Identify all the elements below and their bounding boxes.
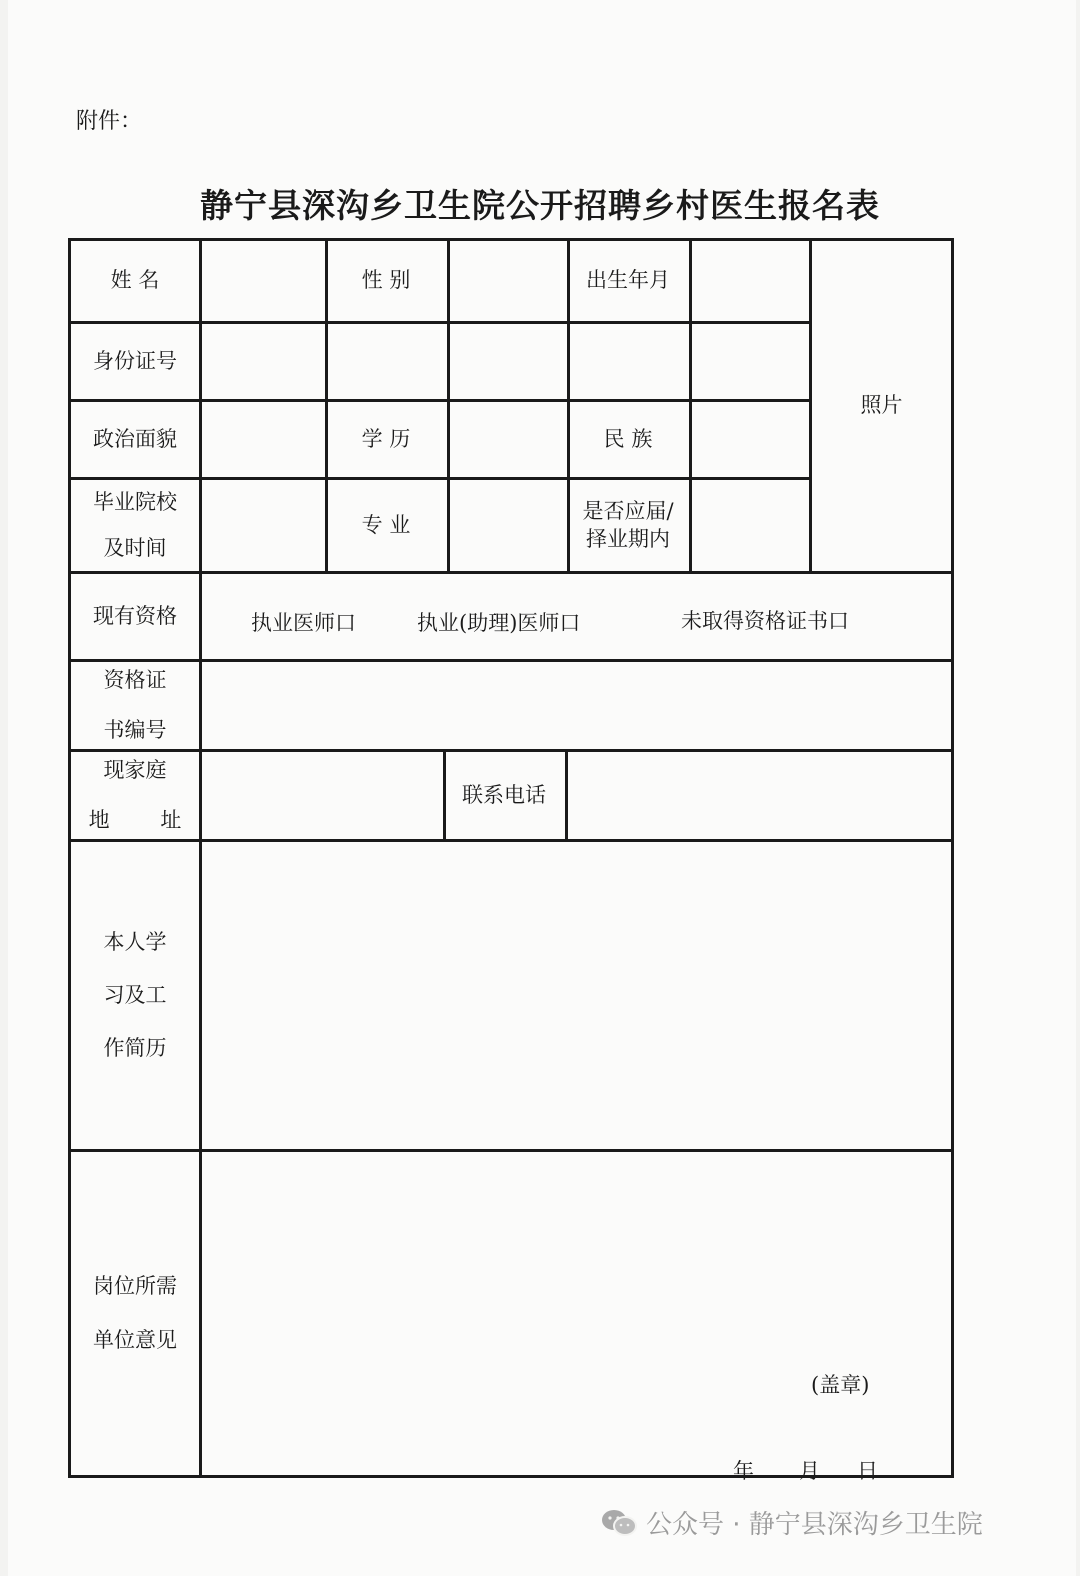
seal-label: (盖章) [811, 1373, 870, 1397]
cert-label-line: 书编号 [103, 717, 167, 742]
cert-number-field[interactable] [202, 662, 951, 749]
cert-label-line: 资格证 [103, 668, 167, 693]
resume-label-line: 本人学 [103, 929, 167, 954]
major-label: 专 业 [361, 512, 411, 537]
date-month: 月 [799, 1459, 820, 1483]
address-label-line: 现家庭 [103, 758, 167, 783]
wechat-icon [600, 1508, 638, 1538]
phone-field[interactable] [568, 752, 951, 839]
major-field[interactable] [450, 480, 567, 571]
photo-label: 照片 [860, 393, 903, 418]
ethnicity-label: 民 族 [603, 426, 653, 451]
address-label [71, 752, 204, 839]
photo-box[interactable] [812, 241, 951, 571]
annex-label: 附件： [76, 109, 143, 134]
resume-label-line: 习及工 [103, 982, 167, 1007]
gender-label: 性 别 [361, 268, 411, 293]
qual-option-assistant[interactable]: 执业(助理)医师口 [417, 611, 581, 635]
political-label: 政治面貌 [93, 426, 177, 451]
id-number-field[interactable] [202, 324, 809, 399]
address-label-line: 地 址 [88, 807, 204, 832]
opinion-label-line: 单位意见 [93, 1327, 177, 1352]
qualification-label: 现有资格 [93, 603, 177, 628]
birth-label: 出生年月 [586, 268, 670, 293]
date-day: 日 [857, 1459, 878, 1483]
form-title: 静宁县深沟乡卫生院公开招聘乡村医生报名表 [200, 186, 880, 225]
fresh-graduate-label [567, 480, 689, 571]
fresh-graduate-field[interactable] [692, 480, 809, 571]
cert-number-label [71, 662, 199, 749]
resume-label-line: 作简历 [103, 1036, 167, 1061]
gender-field[interactable] [450, 241, 567, 321]
opinion-field[interactable] [202, 1152, 951, 1475]
fresh-label-line: 是否应届/ [582, 499, 674, 524]
qual-option-physician[interactable]: 执业医师口 [251, 611, 356, 635]
political-field[interactable] [202, 402, 325, 477]
name-label: 姓 名 [110, 268, 160, 293]
registration-form [68, 238, 954, 1483]
school-label [71, 480, 199, 571]
resume-label [71, 842, 199, 1149]
id-number-label: 身份证号 [93, 348, 177, 373]
footer-text: 公众号 · 静宁县深沟乡卫生院 [646, 1510, 983, 1540]
resume-field[interactable] [202, 842, 951, 1149]
education-field[interactable] [450, 402, 567, 477]
phone-label: 联系电话 [462, 782, 546, 807]
fresh-label-line: 择业期内 [586, 526, 670, 551]
address-field[interactable] [202, 752, 443, 839]
school-label-line: 及时间 [103, 535, 167, 560]
school-label-line: 毕业院校 [93, 490, 177, 515]
school-field[interactable] [202, 480, 325, 571]
row-line [71, 571, 951, 574]
ethnicity-field[interactable] [692, 402, 809, 477]
opinion-label-line: 岗位所需 [93, 1274, 177, 1299]
birth-field[interactable] [692, 241, 809, 321]
date-year: 年 [733, 1459, 754, 1483]
name-field[interactable] [202, 241, 325, 321]
wechat-footer [600, 1504, 983, 1541]
education-label: 学 历 [361, 426, 411, 451]
opinion-label [71, 1152, 199, 1475]
qual-option-none[interactable]: 未取得资格证书口 [681, 609, 849, 633]
